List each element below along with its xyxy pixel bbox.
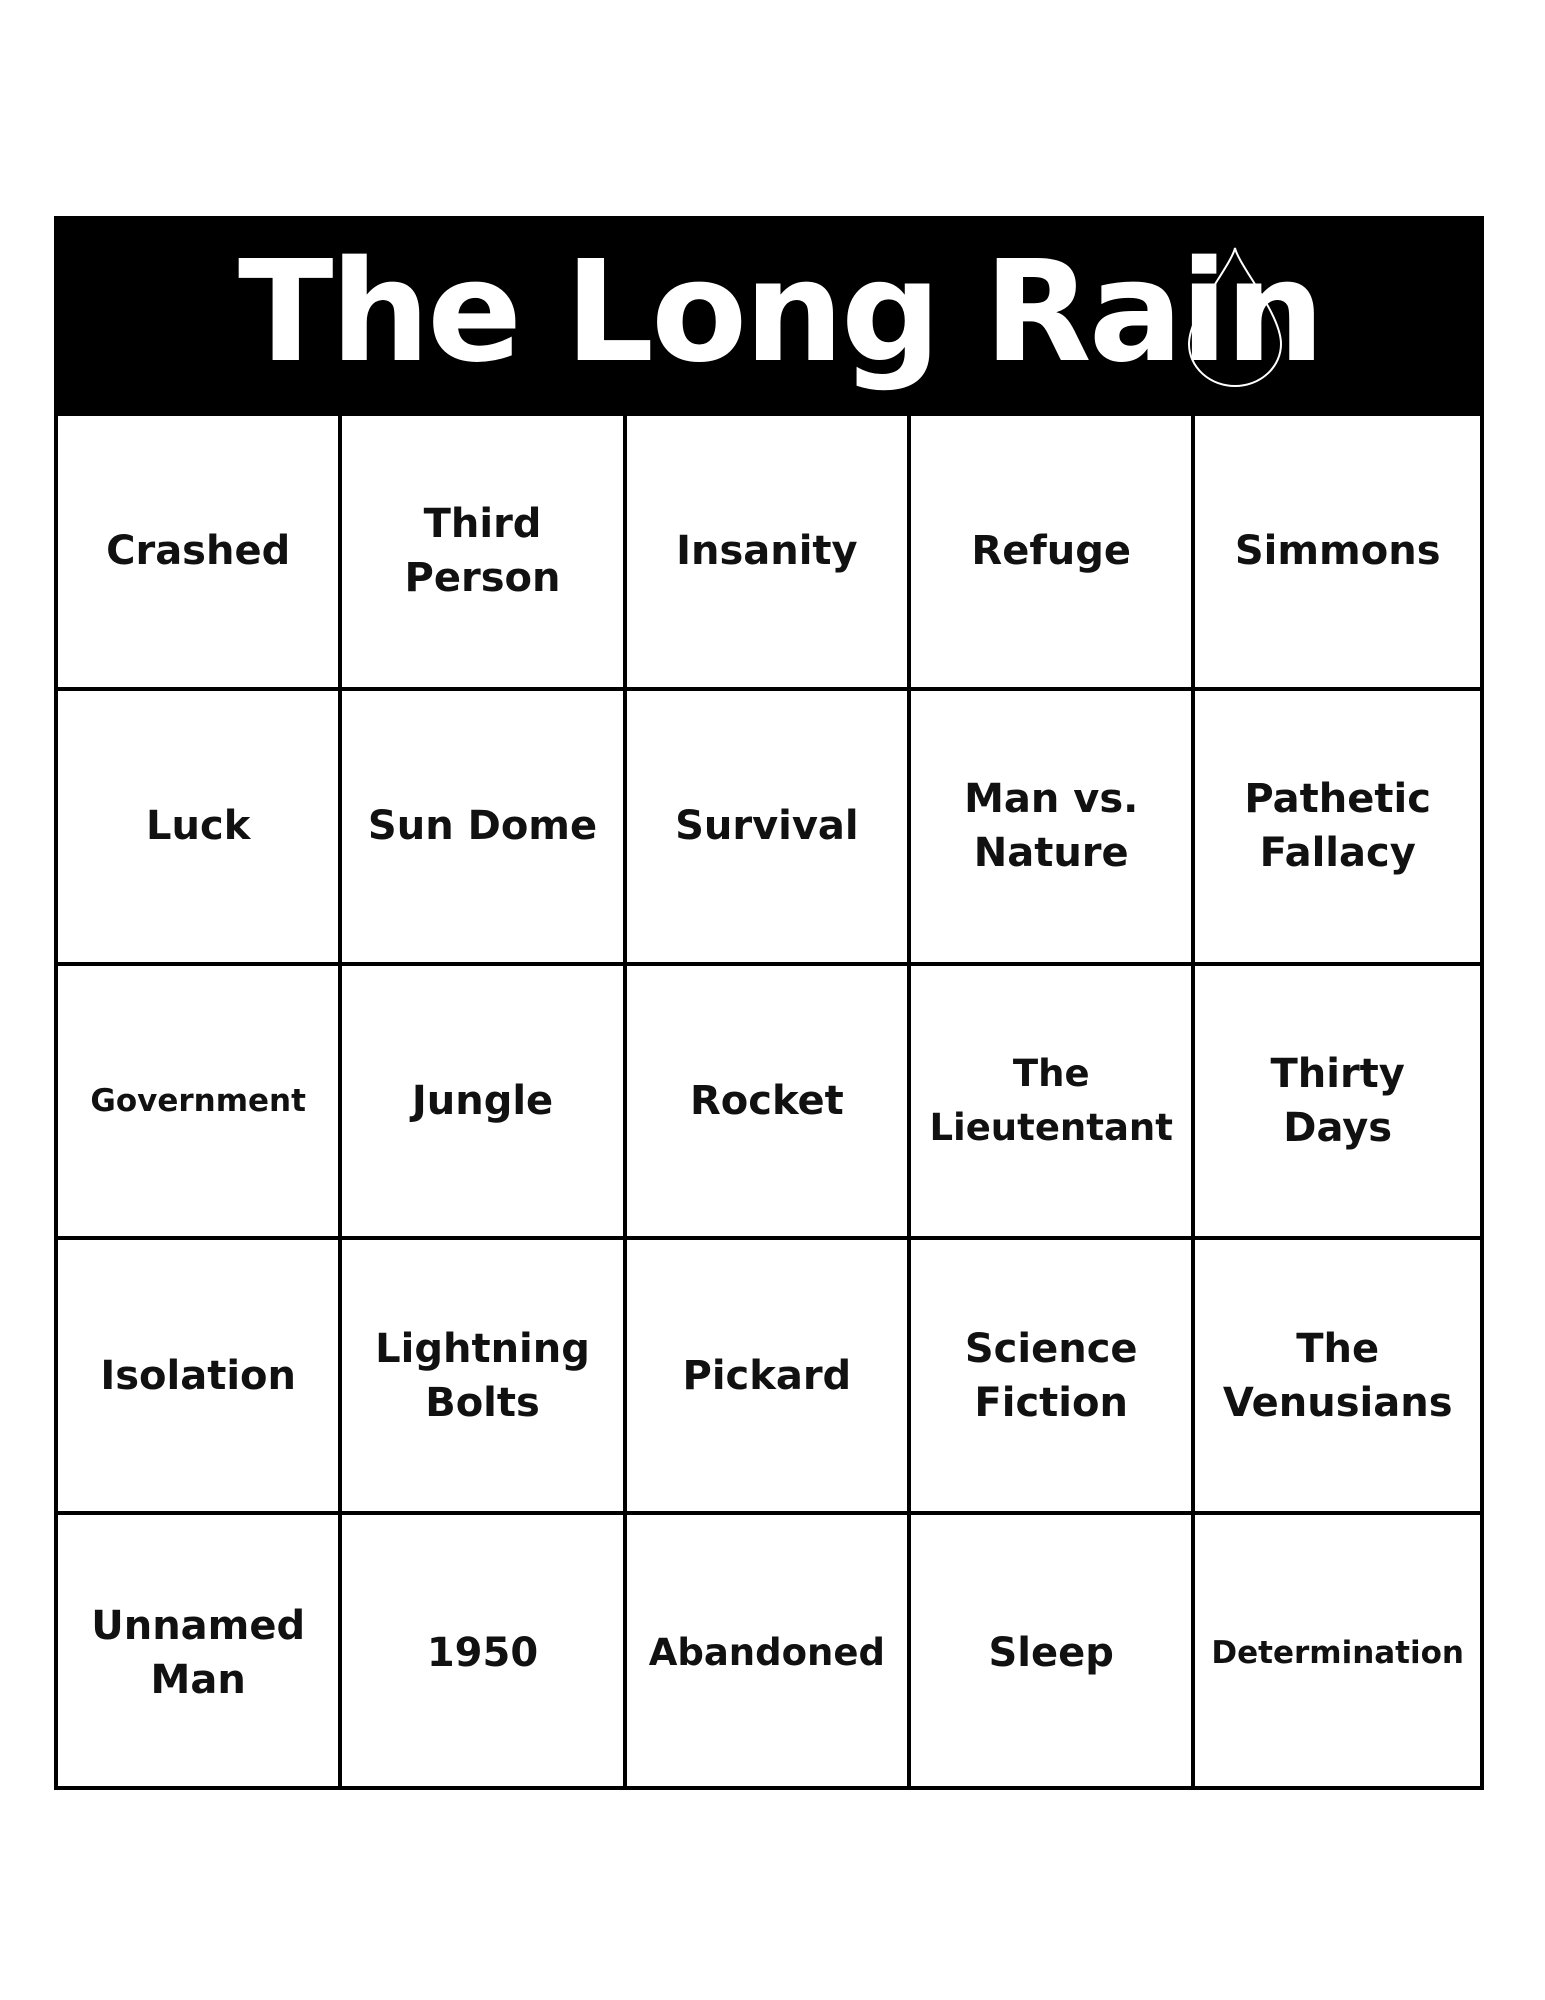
cell-label: Rocket [689, 1077, 844, 1124]
bingo-cell [911, 966, 1195, 1241]
cell-label: Jungle [411, 1077, 554, 1124]
bingo-grid [58, 412, 1480, 1790]
cell-label: Man vs. Nature [964, 776, 1139, 877]
cell-label: Pickard [682, 1352, 852, 1399]
cell-label: Sun Dome [367, 803, 598, 850]
raindrop-icon [1185, 244, 1285, 390]
bingo-cell [342, 1515, 626, 1790]
bingo-cell [1195, 691, 1480, 966]
bingo-cell [58, 1515, 342, 1790]
bingo-cell [342, 691, 626, 966]
bingo-cell [627, 1240, 911, 1515]
bingo-cell [911, 1240, 1195, 1515]
cell-label: Unnamed Man [91, 1602, 306, 1703]
bingo-cell [58, 416, 342, 691]
bingo-cell [1195, 966, 1480, 1241]
bingo-cell [911, 1515, 1195, 1790]
bingo-card [54, 216, 1484, 1790]
cell-label: Thirty Days [1270, 1050, 1405, 1151]
cell-label: The Venusians [1222, 1325, 1453, 1426]
cell-label: Sleep [988, 1629, 1114, 1676]
cell-label: Crashed [106, 528, 291, 575]
page-title: The Long Rain [238, 231, 1322, 394]
cell-label: Simmons [1234, 528, 1441, 575]
bingo-cell [58, 1240, 342, 1515]
bingo-cell [342, 1240, 626, 1515]
bingo-cell [627, 691, 911, 966]
bingo-cell [342, 966, 626, 1241]
cell-label: Third Person [404, 501, 561, 602]
cell-label: Pathetic Fallacy [1244, 776, 1431, 877]
bingo-cell [911, 691, 1195, 966]
cell-label: Lightning Bolts [375, 1325, 590, 1426]
title-banner [58, 220, 1480, 412]
bingo-cell [1195, 1515, 1480, 1790]
cell-label: Luck [146, 803, 251, 850]
bingo-cell [911, 416, 1195, 691]
cell-label: Science Fiction [964, 1325, 1138, 1426]
cell-label: 1950 [426, 1629, 539, 1676]
cell-label: Abandoned [648, 1630, 885, 1674]
cell-label: Insanity [676, 528, 858, 575]
cell-label: Refuge [971, 528, 1131, 575]
cell-label: Survival [675, 803, 859, 850]
bingo-cell [58, 691, 342, 966]
bingo-cell [1195, 1240, 1480, 1515]
bingo-cell [627, 416, 911, 691]
bingo-cell [1195, 416, 1480, 691]
cell-label: Isolation [100, 1352, 296, 1399]
bingo-cell [58, 966, 342, 1241]
cell-label: The Lieutentant [929, 1051, 1173, 1149]
cell-label: Government [90, 1082, 306, 1119]
bingo-cell [627, 1515, 911, 1790]
bingo-cell [342, 416, 626, 691]
bingo-cell [627, 966, 911, 1241]
cell-label: Determination [1211, 1634, 1464, 1671]
